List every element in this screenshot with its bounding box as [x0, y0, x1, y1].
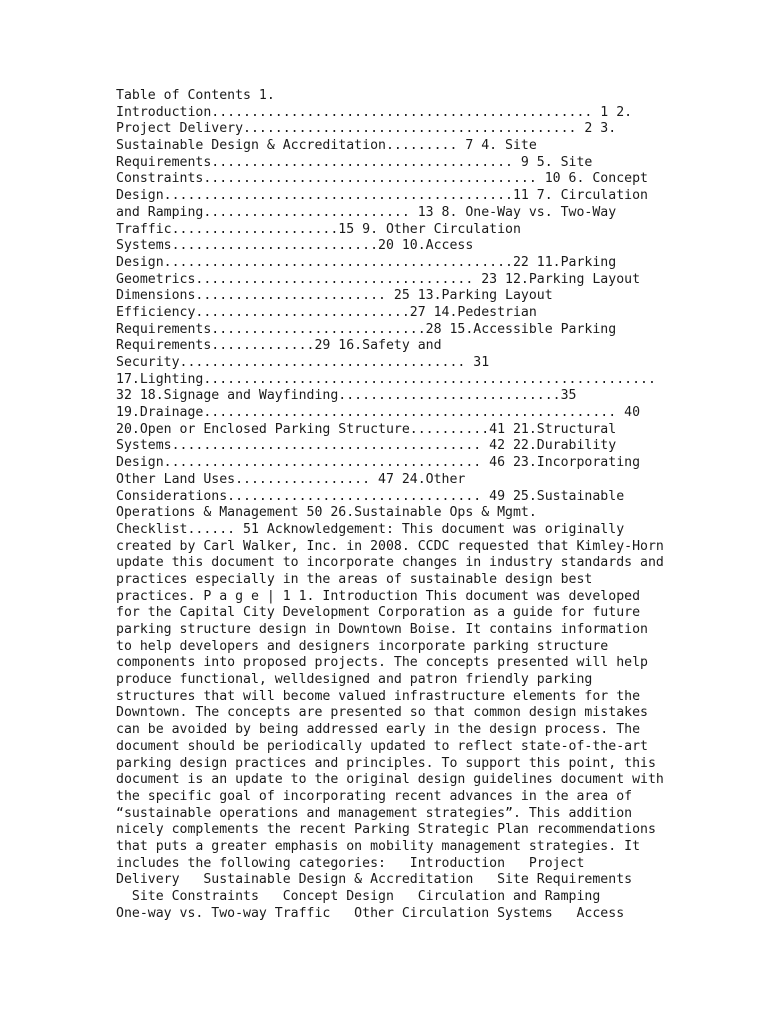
text-line: One-way vs. Two-way Traffic Other Circulation Systems Access	[116, 905, 625, 921]
text-line: includes the following categories: Introduction Project	[116, 855, 585, 871]
text-line: update this document to incorporate changes in industry standards and	[116, 555, 664, 571]
document-page	[116, 88, 664, 922]
text-line: Delivery Sustainable Design & Accreditation Site Requirements	[116, 872, 633, 888]
text-line: Operations & Management 50 26.Sustainable Ops & Mgmt.	[116, 505, 537, 521]
text-line: Systems....................................... 42 22.Durability	[116, 438, 617, 454]
text-line: Other Land Uses................. 47 24.Other	[116, 471, 466, 487]
text-line: Downtown. The concepts are presented so that common design mistakes	[116, 705, 648, 721]
text-line: Geometrics................................... 23 12.Parking Layout	[116, 271, 641, 287]
text-line: Introduction................................................ 1 2.	[116, 104, 633, 120]
text-line: structures that will become valued infrastructure elements for the	[116, 688, 641, 704]
text-line: Traffic.....................15 9. Other Circulation	[116, 221, 521, 237]
text-line: document is an update to the original design guidelines document with	[116, 772, 664, 788]
text-line: parking structure design in Downtown Boise. It contains information	[116, 622, 648, 637]
text-line: Requirements...........................28 15.Accessible Parking	[116, 321, 617, 337]
text-line: to help developers and designers incorporate parking structure	[116, 638, 609, 654]
text-line: Project Delivery.......................................... 2 3.	[116, 121, 617, 137]
text-line: for the Capital City Development Corporation as a guide for future	[116, 605, 641, 621]
text-line: practices especially in the areas of sustainable design best	[116, 571, 593, 587]
text-line: the specific goal of incorporating recent advances in the area of	[116, 788, 633, 804]
text-line: Requirements.............29 16.Safety and	[116, 338, 442, 354]
text-line: 17.Lighting.........................................................	[116, 371, 656, 387]
text-line: Constraints.......................................... 10 6. Concept	[116, 171, 648, 187]
text-line: Requirements...................................... 9 5. Site	[116, 154, 593, 170]
text-line: Site Constraints Concept Design Circulation and Ramping	[116, 889, 601, 904]
text-line: Systems..........................20 10.Access	[116, 238, 474, 254]
text-line: practices. P a g e | 1 1. Introduction This document was developed	[116, 588, 641, 604]
text-line: Design............................................22 11.Parking	[116, 254, 617, 270]
text-line: Table of Contents 1.	[116, 88, 275, 103]
text-line: Dimensions........................ 25 13.Parking Layout	[116, 288, 553, 304]
text-line: Design........................................ 46 23.Incorporating	[116, 455, 641, 471]
text-line: 32 18.Signage and Wayfinding............................35	[116, 388, 577, 404]
text-line: document should be periodically updated to reflect state-of-the-art	[116, 738, 648, 754]
text-line: Checklist...... 51 Acknowledgement: This document was originally	[116, 521, 625, 537]
text-line: Efficiency...........................27 14.Pedestrian	[116, 304, 537, 320]
text-line: created by Carl Walker, Inc. in 2008. CCDC requested that Kimley-Horn	[116, 538, 664, 554]
text-line: components into proposed projects. The concepts presented will help	[116, 655, 648, 671]
text-line: and Ramping.......................... 13 8. One-Way vs. Two-Way	[116, 204, 617, 220]
text-line: can be avoided by being addressed early in the design process. The	[116, 722, 641, 738]
text-line: nicely complements the recent Parking Strategic Plan recommendations	[116, 822, 656, 838]
text-line: Security.................................... 31	[116, 355, 490, 370]
text-line: Design............................................11 7. Circulation	[116, 188, 648, 204]
text-line: parking design practices and principles. To support this point, this	[116, 755, 656, 771]
text-line: Considerations................................ 49 25.Sustainable	[116, 488, 625, 504]
text-line: 20.Open or Enclosed Parking Structure..........41 21.Structural	[116, 421, 617, 437]
text-line: “sustainable operations and management strategies”. This addition	[116, 805, 633, 821]
text-line: that puts a greater emphasis on mobility management strategies. It	[116, 838, 641, 854]
text-line: Sustainable Design & Accreditation......... 7 4. Site	[116, 138, 537, 154]
text-line: produce functional, welldesigned and patron friendly parking	[116, 672, 593, 688]
text-line: 19.Drainage.................................................... 40	[116, 405, 641, 421]
